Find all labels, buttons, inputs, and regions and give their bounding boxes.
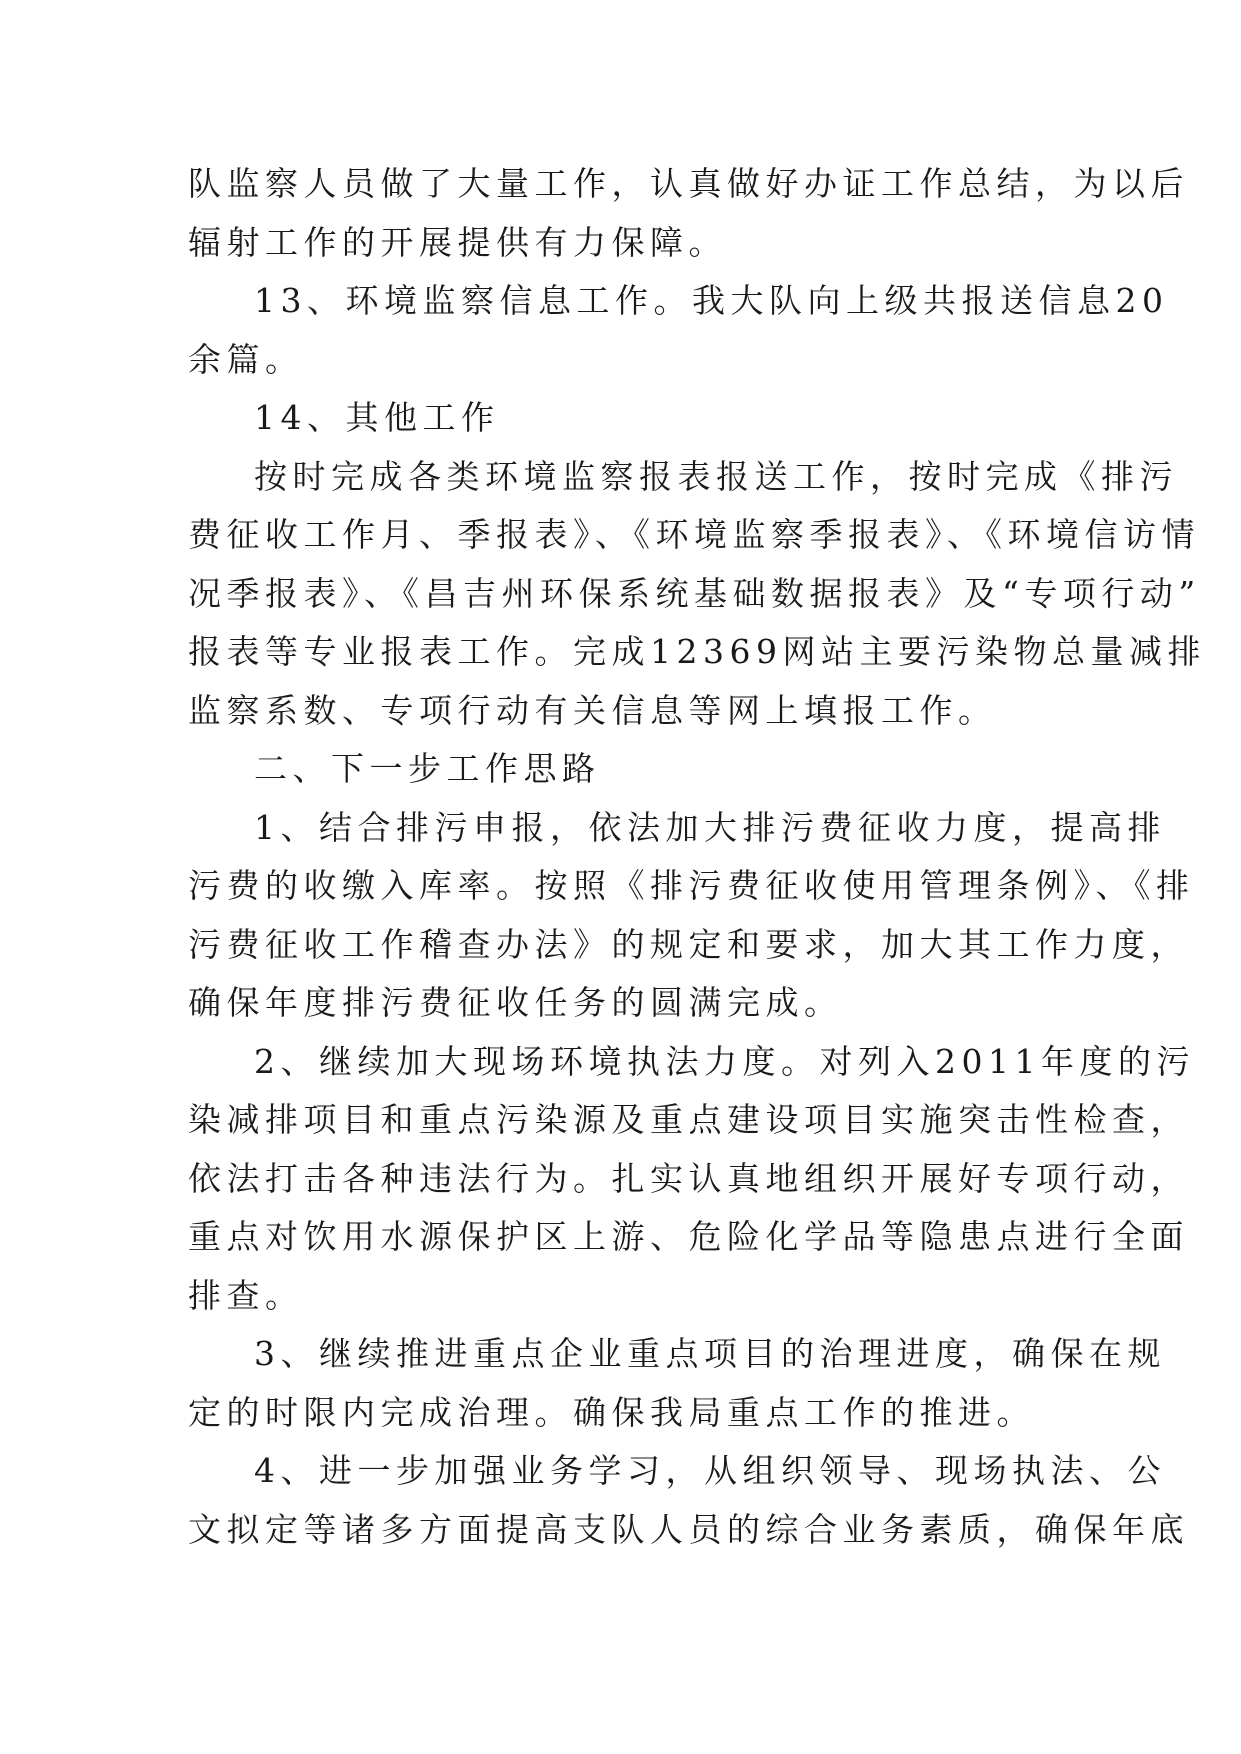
text-line: 13、环境监察信息工作。我大队向上级共报送信息20 [254, 281, 1169, 320]
text-line: 况季报表》、《昌吉州环保系统基础数据报表》及“专项行动” [188, 573, 1201, 613]
text-line: 费征收工作月、季报表》、《环境监察季报表》、《环境信访情 [188, 515, 1200, 554]
text-line: 报表等专业报表工作。完成12369网站主要污染物总量减排 [188, 632, 1206, 671]
text-line: 定的时限内完成治理。确保我局重点工作的推进。 [188, 1392, 1035, 1432]
section-heading: 14、其他工作 [254, 398, 500, 437]
text-line: 排查。 [188, 1275, 304, 1315]
text-line: 重点对饮用水源保护区上游、危险化学品等隐患点进行全面 [188, 1217, 1189, 1256]
text-line: 辐射工作的开展提供有力保障。 [188, 222, 727, 262]
text-line: 染减排项目和重点污染源及重点建设项目实施突击性检查， [188, 1100, 1189, 1139]
text-line: 按时完成各类环境监察报表报送工作，按时完成《排污 [254, 456, 1178, 496]
text-line: 2、继续加大现场环境执法力度。对列入2011年度的污 [254, 1041, 1195, 1081]
text-line: 监察系数、专项行动有关信息等网上填报工作。 [188, 690, 997, 730]
text-line: 1、结合排污申报，依法加大排污费征收力度，提高排 [254, 807, 1166, 847]
text-line: 文拟定等诸多方面提高支队人员的综合业务素质，确保年底 [188, 1509, 1189, 1549]
text-line: 依法打击各种违法行为。扎实认真地组织开展好专项行动， [188, 1158, 1189, 1198]
text-line: 余篇。 [188, 339, 304, 379]
text-line: 污费征收工作稽查办法》的规定和要求，加大其工作力度， [188, 924, 1189, 964]
text-line: 队监察人员做了大量工作，认真做好办证工作总结，为以后 [188, 164, 1189, 203]
section-heading: 二、下一步工作思路 [254, 749, 601, 788]
document-body [188, 155, 1206, 1559]
text-line: 3、继续推进重点企业重点项目的治理进度，确保在规 [254, 1334, 1166, 1373]
text-line: 确保年度排污费征收任务的圆满完成。 [188, 983, 843, 1022]
text-line: 4、进一步加强业务学习，从组织领导、现场执法、公 [254, 1451, 1166, 1490]
text-line: 污费的收缴入库率。按照《排污费征收使用管理条例》、《排 [188, 866, 1195, 905]
